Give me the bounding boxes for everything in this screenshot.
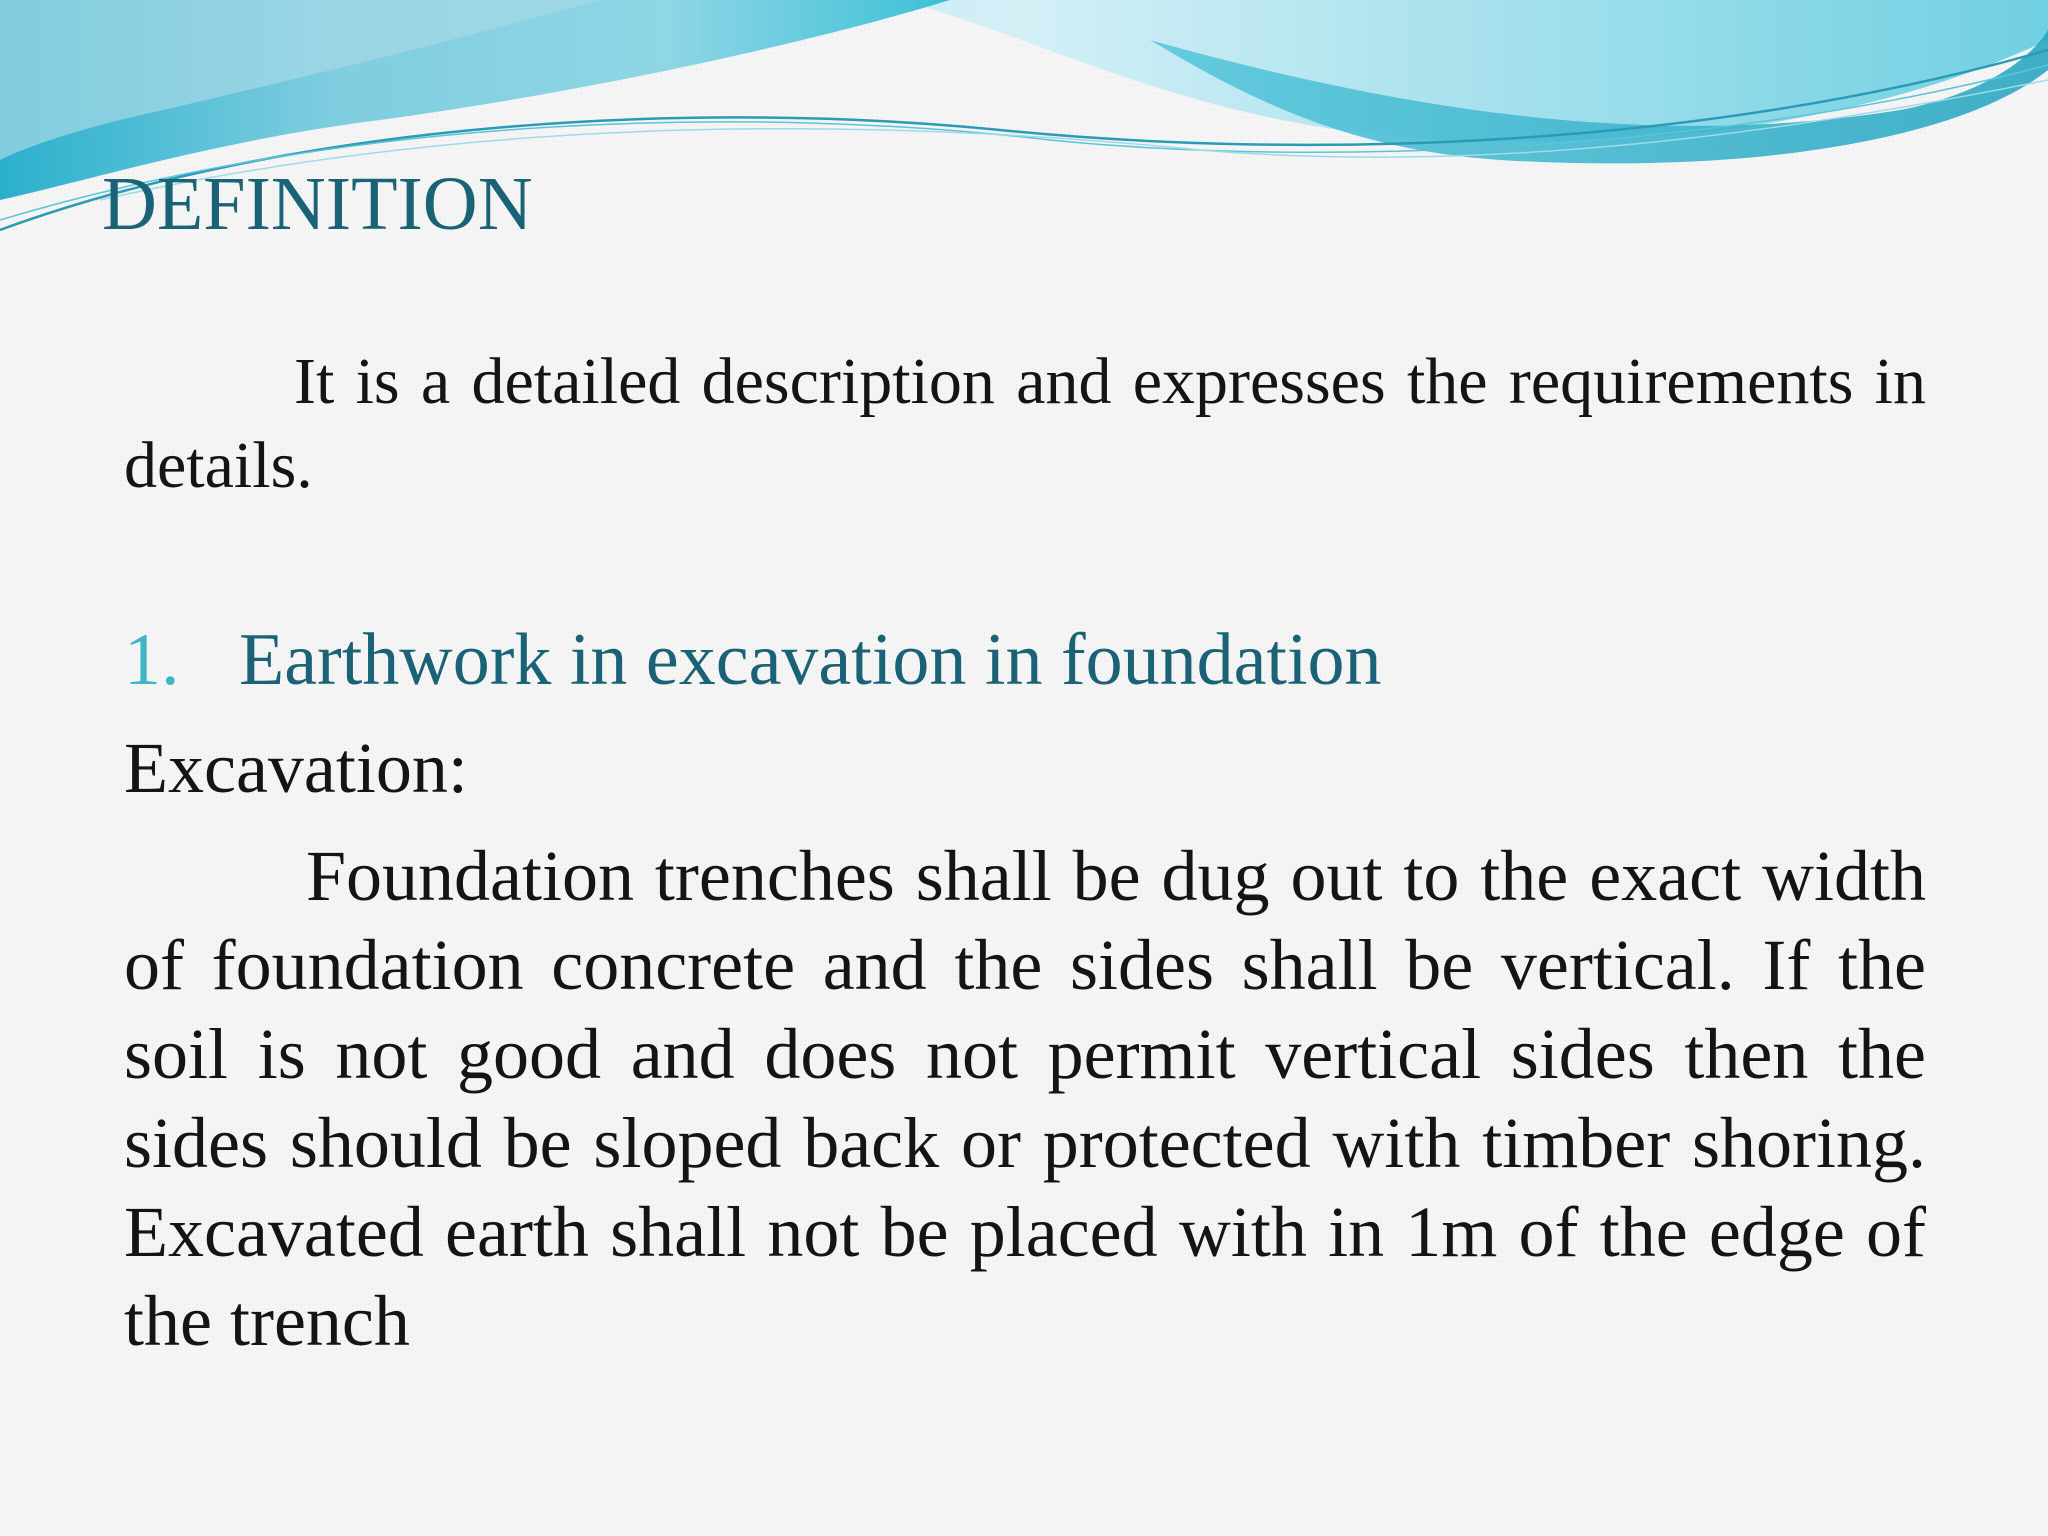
list-item-text: Earthwork in excavation in foundation	[239, 619, 1382, 701]
subheading-excavation: Excavation:	[124, 728, 468, 808]
slide-title: DEFINITION	[102, 162, 533, 246]
list-item-number: 1.	[124, 619, 180, 701]
intro-paragraph: It is a detailed description and expresses the requirements in details.	[124, 345, 1926, 502]
body-paragraph: Foundation trenches shall be dug out to the exact width of foundation concrete and the sides shall be vertical. If the soil is not good and does not permit vertical sides then the sides should be sloped back or protected with timber shoring. Excavated earth shall not be placed with in 1m of the edge of the trench	[124, 836, 1926, 1361]
list-item	[124, 618, 1382, 702]
